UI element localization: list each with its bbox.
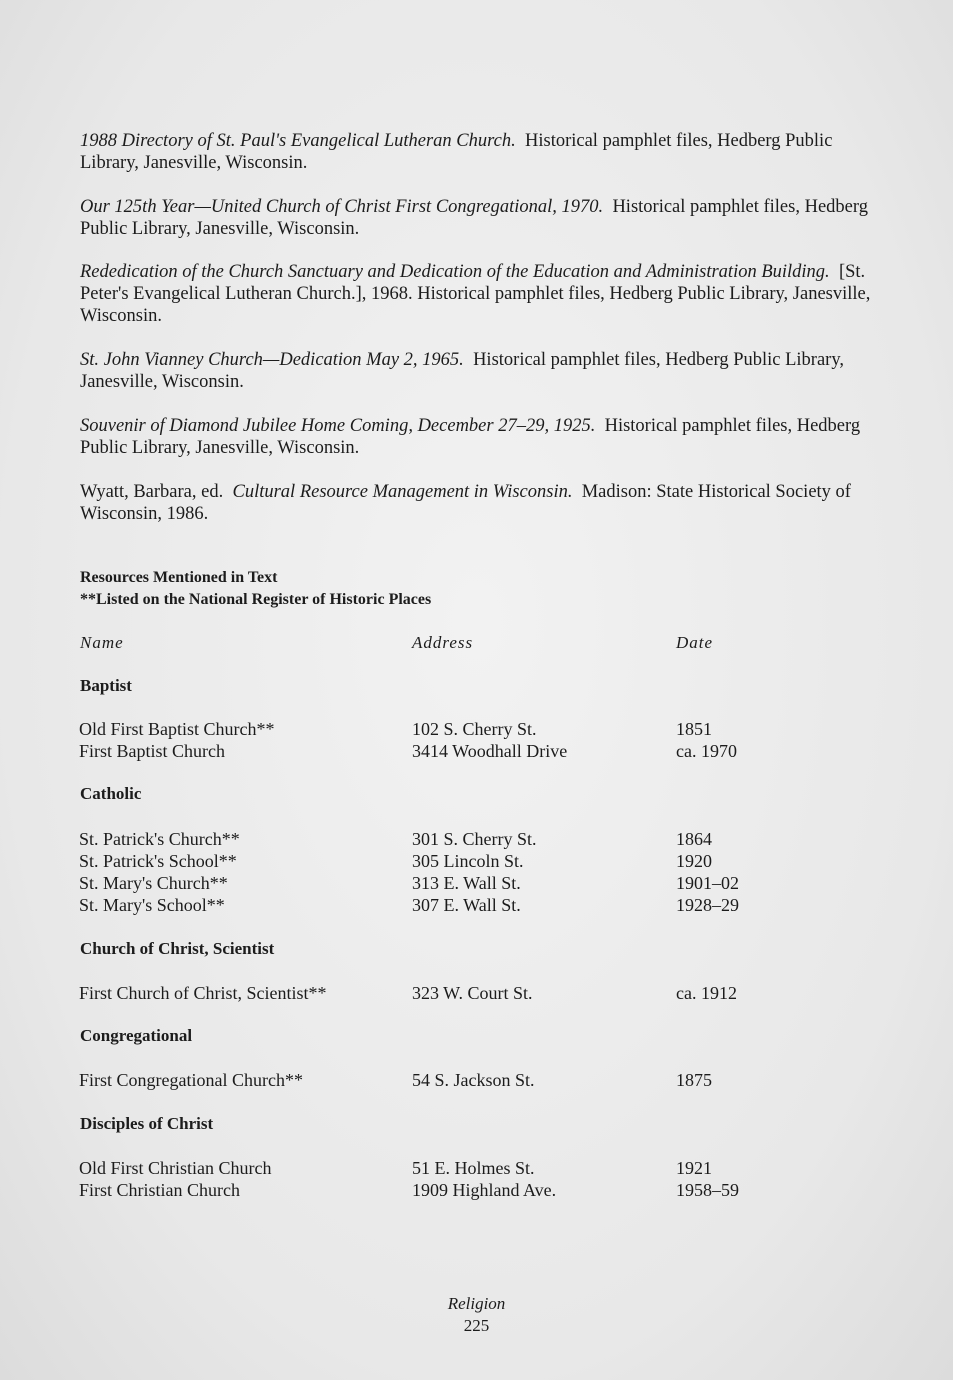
table-row bbox=[0, 741, 953, 763]
church-name: St. Patrick's Church** bbox=[79, 829, 240, 849]
bibliography-entry bbox=[80, 196, 880, 240]
church-date: 1851 bbox=[676, 719, 712, 739]
church-name: St. Mary's Church** bbox=[79, 873, 228, 893]
bibliography-entry bbox=[80, 481, 880, 525]
table-row bbox=[0, 983, 953, 1005]
church-date: 1958–59 bbox=[676, 1180, 739, 1200]
column-header-name: Name bbox=[80, 633, 124, 652]
bibliography-entry bbox=[80, 130, 880, 174]
church-date: 1864 bbox=[676, 829, 712, 849]
entry-title: Souvenir of Diamond Jubilee Home Coming, December 27–29, 1925. bbox=[80, 416, 596, 436]
church-address: 3414 Woodhall Drive bbox=[412, 741, 568, 761]
entry-details: [St. Peter's Evangelical Lutheran Church.], 1968. Historical pamphlet files, Hedberg Public Library, Janesville, Wisconsin. bbox=[80, 262, 871, 326]
entry-details: Historical pamphlet files, Hedberg Public Library, Janesville, Wisconsin. bbox=[80, 131, 833, 173]
entry-author: Wyatt, Barbara, ed. bbox=[80, 482, 224, 502]
church-address: 102 S. Cherry St. bbox=[412, 719, 537, 739]
section-title: Congregational bbox=[80, 1026, 193, 1045]
table-row bbox=[0, 829, 953, 851]
national-register-note: **Listed on the National Register of Historic Places bbox=[80, 591, 432, 608]
entry-title: St. John Vianney Church—Dedication May 2, 1965. bbox=[80, 350, 464, 370]
church-date: 1875 bbox=[676, 1070, 712, 1090]
church-address: 323 W. Court St. bbox=[412, 983, 533, 1003]
entry-details: Historical pamphlet files, Hedberg Public Library, Janesville, Wisconsin. bbox=[80, 197, 868, 239]
entry-details: Historical pamphlet files, Hedberg Public Library, Janesville, Wisconsin. bbox=[80, 416, 861, 458]
church-address: 305 Lincoln St. bbox=[412, 851, 524, 871]
church-name: First Christian Church bbox=[79, 1180, 240, 1200]
page-number: 225 bbox=[463, 1316, 490, 1335]
table-row bbox=[0, 1180, 953, 1202]
church-name: Old First Baptist Church** bbox=[79, 719, 275, 739]
bibliography-entry bbox=[80, 349, 880, 393]
church-name: First Church of Christ, Scientist** bbox=[79, 983, 327, 1003]
entry-title: Rededication of the Church Sanctuary and Dedication of the Education and Administration Building. bbox=[80, 262, 830, 282]
church-address: 301 S. Cherry St. bbox=[412, 829, 537, 849]
church-name: Old First Christian Church bbox=[79, 1158, 272, 1178]
entry-title: Our 125th Year—United Church of Christ First Congregational, 1970. bbox=[80, 197, 604, 217]
church-address: 313 E. Wall St. bbox=[412, 873, 521, 893]
column-header-address: Address bbox=[412, 633, 474, 652]
church-address: 1909 Highland Ave. bbox=[412, 1180, 557, 1200]
table-row bbox=[0, 719, 953, 741]
section-title: Baptist bbox=[80, 676, 132, 695]
church-date: ca. 1912 bbox=[676, 983, 737, 1003]
church-date: 1921 bbox=[676, 1158, 712, 1178]
entry-details: Historical pamphlet files, Hedberg Public Library, Janesville, Wisconsin. bbox=[80, 350, 844, 392]
church-name: St. Mary's School** bbox=[79, 895, 225, 915]
bibliography-entry bbox=[80, 261, 880, 327]
church-date: 1901–02 bbox=[676, 873, 739, 893]
church-address: 54 S. Jackson St. bbox=[412, 1070, 535, 1090]
resources-heading: Resources Mentioned in Text bbox=[80, 569, 278, 586]
table-row bbox=[0, 1070, 953, 1092]
church-date: 1928–29 bbox=[676, 895, 739, 915]
entry-details: Madison: State Historical Society of Wisconsin, 1986. bbox=[80, 482, 851, 524]
church-date: 1920 bbox=[676, 851, 712, 871]
church-name: St. Patrick's School** bbox=[79, 851, 237, 871]
section-title: Catholic bbox=[80, 784, 142, 803]
column-header-date: Date bbox=[676, 633, 714, 652]
church-name: First Congregational Church** bbox=[79, 1070, 303, 1090]
table-row bbox=[0, 873, 953, 895]
entry-title: Cultural Resource Management in Wisconsin. bbox=[232, 482, 573, 502]
section-title: Church of Christ, Scientist bbox=[80, 939, 275, 958]
table-row bbox=[0, 851, 953, 873]
table-row bbox=[0, 895, 953, 917]
church-name: First Baptist Church bbox=[79, 741, 226, 761]
chapter-title: Religion bbox=[447, 1294, 506, 1313]
bibliography-entry bbox=[80, 415, 880, 459]
table-row bbox=[0, 1158, 953, 1180]
church-address: 51 E. Holmes St. bbox=[412, 1158, 535, 1178]
section-title: Disciples of Christ bbox=[80, 1114, 214, 1133]
church-date: ca. 1970 bbox=[676, 741, 737, 761]
church-address: 307 E. Wall St. bbox=[412, 895, 521, 915]
entry-title: 1988 Directory of St. Paul's Evangelical Lutheran Church. bbox=[80, 131, 516, 151]
